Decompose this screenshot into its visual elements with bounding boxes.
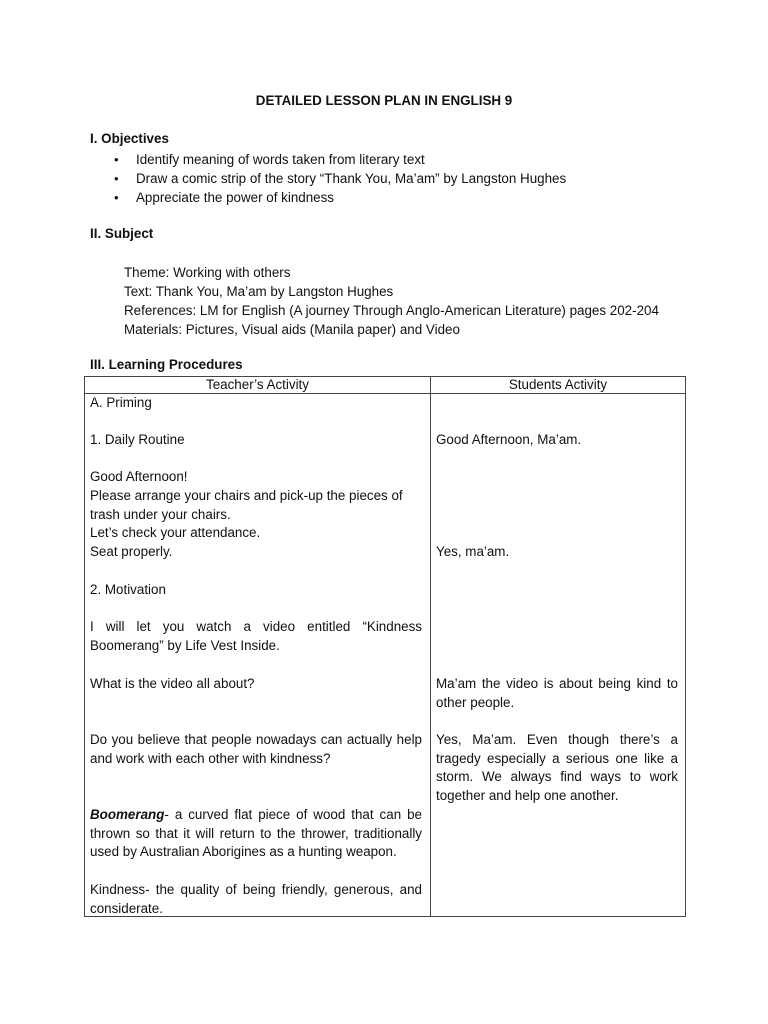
student-greeting: Good Afternoon, Ma’am. [436, 432, 582, 447]
objectives-list [114, 150, 566, 207]
kindness-definition: Kindness- the quality of being friendly, generous, and considerate. [90, 882, 422, 916]
video-text: I will let you watch a video entitled “Kindness Boomerang” by Life Vest Inside. [90, 619, 422, 653]
objective-item: • Draw a comic strip of the story “Thank You, Ma’am” by Langston Hughes [114, 169, 566, 188]
students-activity-cell [431, 394, 686, 917]
boomerang-term: Boomerang [90, 807, 165, 822]
teacher-activity-cell [85, 394, 431, 917]
priming-label: A. Priming [90, 395, 152, 410]
objective-item: • Identify meaning of words taken from literary text [114, 150, 566, 169]
motivation-label: 2. Motivation [90, 582, 166, 597]
document-title: DETAILED LESSON PLAN IN ENGLISH 9 [255, 93, 513, 108]
subject-materials: Materials: Pictures, Visual aids (Manila paper) and Video [124, 322, 460, 337]
teacher-column-header: Teacher’s Activity [85, 377, 431, 394]
table-header-row [85, 377, 686, 394]
seat-properly-text: Seat properly. [90, 544, 173, 559]
students-column-header: Students Activity [431, 377, 686, 394]
teacher-greeting: Good Afternoon! [90, 469, 188, 484]
procedures-heading: III. Learning Procedures [90, 357, 243, 372]
student-answer-kindness: Yes, Ma’am. Even though there’s a tragedy especially a serious one like a storm. We always find ways to work together and help one another. [436, 732, 678, 804]
boomerang-definition [90, 806, 422, 862]
objectives-heading: I. Objectives [90, 131, 169, 146]
subject-references: References: LM for English (A journey Through Anglo-American Literature) pages 202-204 [124, 303, 659, 318]
procedures-table [84, 376, 686, 917]
subject-text: Text: Thank You, Ma’am by Langston Hughes [124, 284, 394, 299]
objective-item: • Appreciate the power of kindness [114, 188, 566, 207]
question-video-about: What is the video all about? [90, 676, 255, 691]
subject-theme: Theme: Working with others [124, 265, 291, 280]
boomerang-meaning: - a curved flat piece of wood that can be thrown so that it will return to the thrower, traditionally used by Australian Aborigines as a hunting weapon. [90, 807, 422, 860]
student-answer-video: Ma’am the video is about being kind to other people. [436, 676, 678, 710]
daily-routine-label: 1. Daily Routine [90, 432, 185, 447]
table-row [85, 394, 686, 917]
subject-heading: II. Subject [90, 226, 154, 241]
subject-details [124, 263, 659, 339]
student-yes: Yes, ma’am. [436, 544, 510, 559]
arrange-chairs-text: Please arrange your chairs and pick-up the pieces of trash under your chairs. [90, 488, 403, 522]
attendance-text: Let’s check your attendance. [90, 525, 261, 540]
question-kindness: Do you believe that people nowadays can actually help and work with each other with kindness? [90, 732, 422, 766]
